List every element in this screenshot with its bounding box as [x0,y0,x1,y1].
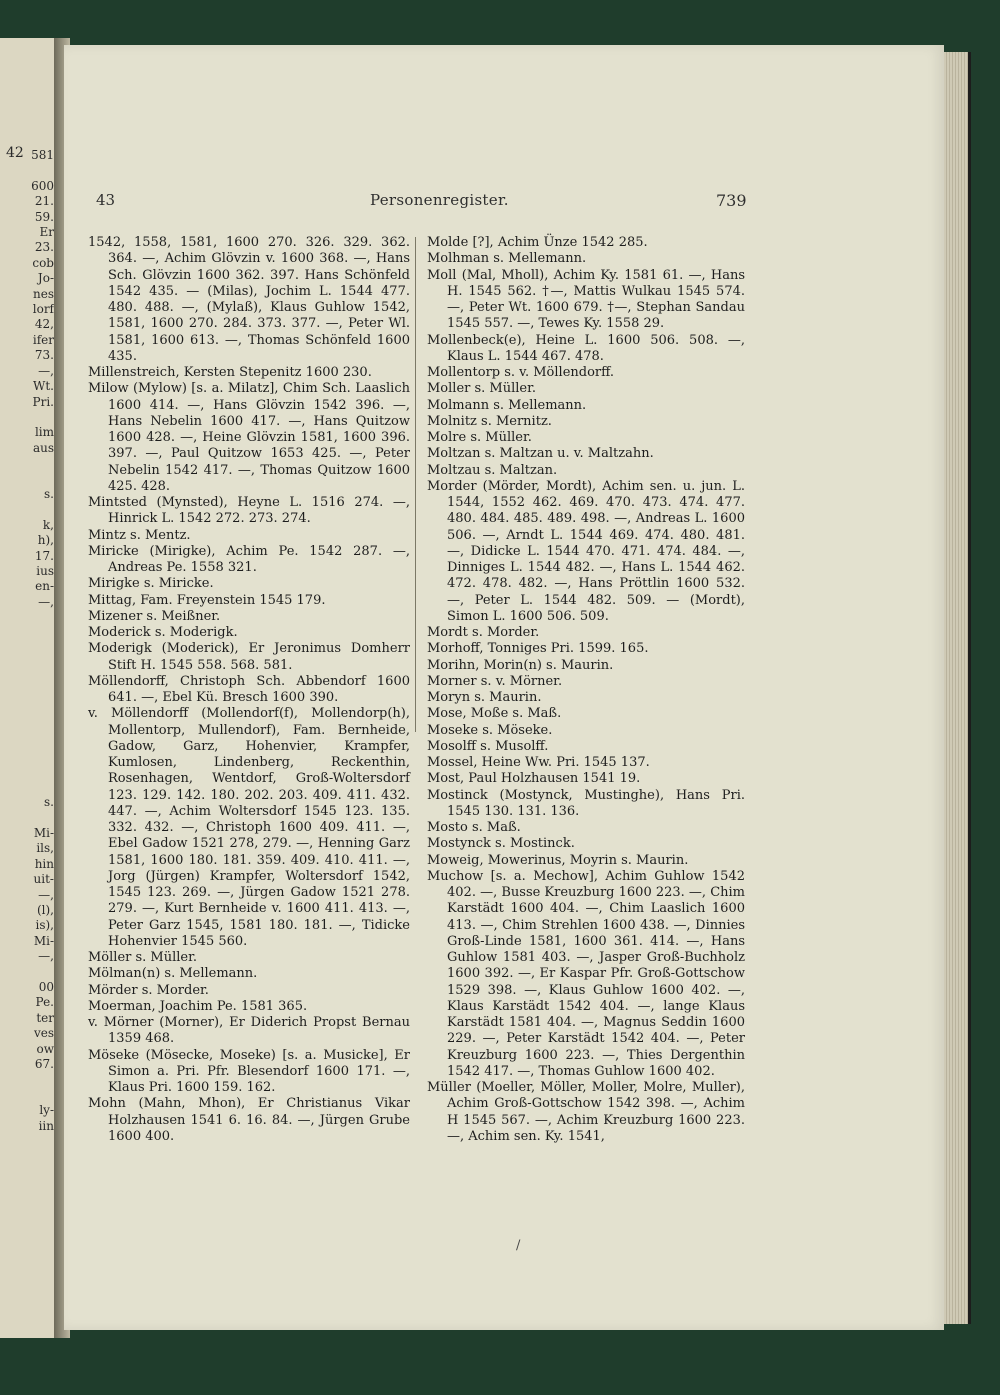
index-entry: Mose, Moße s. Maß. [427,706,562,722]
index-entry: Mölman(n) s. Mellemann. [88,966,258,982]
left-page-fragment: 59. [34,209,54,224]
left-page-fragment: lorf [32,302,54,317]
left-page-fragment: ter [36,1010,54,1025]
index-entry: Möseke (Mösecke, Moseke) [s. a. Musicke], Er Simon a. Pri. Pfr. Blesendorf 1600 171. —, Klaus Pri. 1600 159. 162. [88,1047,410,1095]
left-page-fragment: (l), [36,902,54,917]
index-entry: Molnitz s. Mernitz. [427,413,552,429]
index-entry: v. Mörner (Morner), Er Diderich Propst Bernau 1359 468. [88,1015,410,1047]
ink-mark: / [516,1238,521,1253]
left-page-fragment: 67. [34,1056,54,1071]
index-entry: Muchow [s. a. Mechow], Achim Guhlow 1542 402. —, Busse Kreuzburg 1600 223. —, Chim Karstädt 1600 404. —, Chim Laaslich 1600 413. —, Chim Strehlen 1600 438. —, Dinnies Groß-Linde 1581, 1600 361. 414. —, Hans Guhlow 1581 403. —, Jasper Groß-Buchholz 1600 392. —, Er Kaspar Pfr. Groß-Gottschow 1529 398. —, Klaus Guhlow 1600 402. —, Klaus Karstädt 1542 404. —, lange Klaus Karstädt 1581 404. —, Magnus Seddin 1600 229. —, Peter Karstädt 1542 404. —, Peter Kreuzburg 1600 223. —, Thies Dergenthin 1542 417. —, Thomas Guhlow 1600 402. [427,868,746,1079]
left-page-fragment: —, [38,949,54,964]
left-page-fragment [0,749,58,764]
left-page-fragment: s. [44,486,54,501]
index-entry: Morder (Mörder, Mordt), Achim sen. u. jun. L. 1544, 1552 462. 469. 470. 473. 474. 477. 480. 484. 485. 489. 498. —, Andreas L. 1600 506. —, Arndt L. 1544 469. 474. 480. 481. —, Didicke L. 1544 470. 471. 474. 484. —, Dinniges L. 1544 482. —, Hans L. 1544 462. 472. 478. 482. —, Hans Pröttlin 1600 532. —, Peter L. 1544 482. 509. — (Mordt), Simon L. 1600 506. 509. [427,478,745,624]
left-page-fragment: ves [33,1026,54,1041]
left-page-fragment: 23. [34,240,54,255]
left-page-fragment [0,764,58,779]
index-entry: Miricke (Mirigke), Achim Pe. 1542 287. —, Andreas Pe. 1558 321. [88,543,410,575]
left-page-fragment: ly- [39,1103,54,1118]
left-page-fragment: s. [44,795,54,810]
left-page-fragment: aus [32,440,54,455]
index-entry: Müller (Moeller, Möller, Moller, Molre, Muller), Achim Groß-Gottschow 1542 398. —, Achim H 1545 567. —, Achim Kreuzburg 1600 223. —, Achim sen. Ky. 1541, [427,1080,745,1144]
left-page-fragment [0,718,58,733]
index-entry: Mintz s. Mentz. [88,527,191,543]
left-page-fragment: Mi- [33,825,54,840]
page-number: 739 [716,191,747,210]
left-page-fragment: 73. [34,348,54,363]
index-entry: Mintsted (Mynsted), Heyne L. 1516 274. —, Hinrick L. 1542 272. 273. 274. [88,495,410,527]
left-page-fragment [0,456,58,471]
index-entry: Mollenbeck(e), Heine L. 1600 506. 508. —, Klaus L. 1544 467. 478. [427,332,745,364]
left-page-fragment: Er [39,225,54,240]
index-entry: Mittag, Fam. Freyenstein 1545 179. [88,592,326,608]
index-entry: Mirigke s. Miricke. [88,576,214,592]
left-page-fragment [0,626,58,641]
left-page-fragment: ifer [32,332,54,347]
index-entry: Morner s. v. Mörner. [427,673,563,689]
left-page-fragment: uit- [33,872,54,887]
folio-left: 43 [96,191,116,209]
left-page-fragment: nes [33,286,54,301]
index-entry: Moderigk (Moderick), Er Jeronimus Domherr Stift H. 1545 558. 568. 581. [88,641,410,673]
index-entry: Mosolff s. Musolff. [427,738,549,754]
left-page-fragment: 42, [34,317,54,332]
index-entry: Moderick s. Moderigk. [88,625,238,640]
left-page-fragment: ils, [36,841,54,856]
left-page-fragment [0,641,58,656]
index-entry: Mordt s. Morder. [427,625,540,640]
index-entry: 1542, 1558, 1581, 1600 270. 326. 329. 362. 364. —, Achim Glövzin v. 1600 368. —, Hans Sch. Glövzin 1600 362. 397. Hans Schönfeld 1542 435. — (Milas), Jochim L. 1544 477. 480. 488. —, (Mylaß), Klaus Guhlow 1542, 1581, 1600 270. 284. 373. 377. —, Peter Wl. 1581, 1600 613. —, Thomas Schönfeld 1600 435. [88,235,410,364]
index-entry: Mosto s. Maß. [427,820,521,835]
index-entry: Molhman s. Mellemann. [427,251,587,267]
left-page-fragment [0,610,58,625]
left-page-fragment: 00 [38,979,54,994]
left-page-fragment: Mi- [33,933,54,948]
left-page-fragment [0,733,58,748]
left-page-fragment: h), [37,533,54,548]
index-entry: Millenstreich, Kersten Stepenitz 1600 230. [88,365,372,380]
left-page-fragment: 21. [34,194,54,209]
left-page-fragment: lim [34,425,54,440]
index-entry: Milow (Mylow) [s. a. Milatz], Chim Sch. Laaslich 1600 414. —, Hans Glövzin 1542 396. —, Hans Nebelin 1600 417. —, Hans Quitzow 1600 428. —, Heine Glövzin 1581, 1600 396. 397. —, Paul Quitzow 1653 425. —, Peter Nebelin 1542 417. —, Thomas Quitzow 1600 425. 428. [88,381,410,494]
left-page-fragment: ius [36,563,54,578]
index-entry: Mörder s. Morder. [88,982,209,998]
index-entry: Mohn (Mahn, Mhon), Er Christianus Vikar Holzhausen 1541 6. 16. 84. —, Jürgen Grube 1600 400. [88,1096,410,1144]
left-page-fragment: is), [35,918,54,933]
left-page-fragment [0,1088,58,1103]
left-page-fragment [0,780,58,795]
left-page-fragment [0,410,58,425]
index-entry: Moerman, Joachim Pe. 1581 365. [88,998,308,1014]
left-page-edge [0,38,60,1338]
left-page-fragment [0,810,58,825]
column-rule [415,237,416,732]
index-entry: v. Möllendorff (Mollendorf(f), Mollendorp(h), Mollentorp, Mullendorf), Fam. Bernheide, Gadow, Garz, Hohenvier, Krampfer, Kumlosen, Lindenberg, Reckenthin, Rosenhagen, Wentdorf, Groß-Woltersdorf 123. 129. 142. 180. 202. 203. 409. 411. 432. 447. —, Achim Woltersdorf 1545 123. 135. 332. 432. —, Christoph 1600 409. 411. —, Ebel Gadow 1521 278, 279. —, Henning Garz 1581, 1600 180. 181. 359. 409. 410. 411. —, Jorg (Jürgen) Krampfer, Woltersdorf 1542, 1545 123. 269. —, Jürgen Gadow 1521 278. 279. —, Kurt Bernheide v. 1600 411. 413. —, Peter Garz 1545, 1581 180. 181. —, Tidicke Hohenvier 1545 560. [88,706,410,949]
index-entry: Morhoff, Tonniges Pri. 1599. 165. [427,641,649,657]
left-page-fragment [0,472,58,487]
index-entry: Morihn, Morin(n) s. Maurin. [427,657,614,673]
left-page-fragment [0,502,58,517]
index-entry: Mollentorp s. v. Möllendorff. [427,365,615,380]
left-page-fragment: 17. [34,548,54,563]
left-page-fragment [0,703,58,718]
index-entry: Moryn s. Maurin. [427,690,542,705]
left-page-fragment: hin [34,856,54,871]
left-page-text-fragments [0,145,58,1134]
left-page-fragment: —, [38,887,54,902]
left-page-fragment: ow [36,1041,54,1056]
index-entry: Molre s. Müller. [427,430,532,445]
left-page-fragment [0,1072,58,1087]
left-page-fragment: 581 [31,148,54,162]
left-page-fragment [0,687,58,702]
index-entry: Moll (Mal, Mholl), Achim Ky. 1581 61. —, Hans H. 1545 562. †—, Mattis Wulkau 1545 574. —, Peter Wt. 1600 679. †—, Stephan Sandau 1545 557. —, Tewes Ky. 1558 29. [427,267,745,332]
left-column [88,235,410,1145]
right-page [64,45,944,1330]
left-page-fragment [0,656,58,671]
index-entry: Mostynck s. Mostinck. [427,836,575,852]
index-entry: Moltzau s. Maltzan. [427,462,558,478]
index-entry: Moller s. Müller. [427,381,537,397]
index-entry: Möller s. Müller. [88,950,198,965]
left-page-fragment: en- [35,579,54,594]
running-head: Personenregister. [370,191,509,209]
left-page-fragment: iin [38,1118,54,1133]
left-page-fragment: 600 [31,178,54,193]
left-page-fragment: cob [32,255,54,270]
left-page-fragment: k, [42,517,54,532]
left-page-folio: 42 [6,145,24,161]
left-page-fragment: —, [38,594,54,609]
left-page-fragment: Pe. [35,995,54,1010]
right-column [427,235,745,1145]
index-entry: Mossel, Heine Ww. Pri. 1545 137. [427,755,650,770]
index-entry: Moseke s. Möseke. [427,722,553,738]
index-entry: Molde [?], Achim Ünze 1542 285. [427,235,648,250]
index-entry: Möllendorff, Christoph Sch. Abbendorf 1600 641. —, Ebel Kü. Bresch 1600 390. [88,673,410,705]
index-entry: Molmann s. Mellemann. [427,397,587,413]
left-page-fragment: Pri. [32,394,54,409]
left-page-fragment [0,965,58,980]
index-entry: Most, Paul Holzhausen 1541 19. [427,771,641,787]
index-entry: Mostinck (Mostynck, Mustinghe), Hans Pri. 1545 130. 131. 136. [427,787,745,819]
index-entry: Moweig, Mowerinus, Moyrin s. Maurin. [427,852,689,868]
index-entry: Moltzan s. Maltzan u. v. Maltzahn. [427,446,654,462]
left-page-fragment: Wt. [33,379,54,394]
left-page-fragment: Jo- [37,271,54,286]
left-page-fragment [0,163,58,178]
left-page-fragment: —, [38,363,54,378]
left-page-fragment [0,672,58,687]
index-entry: Mizener s. Meißner. [88,608,221,624]
